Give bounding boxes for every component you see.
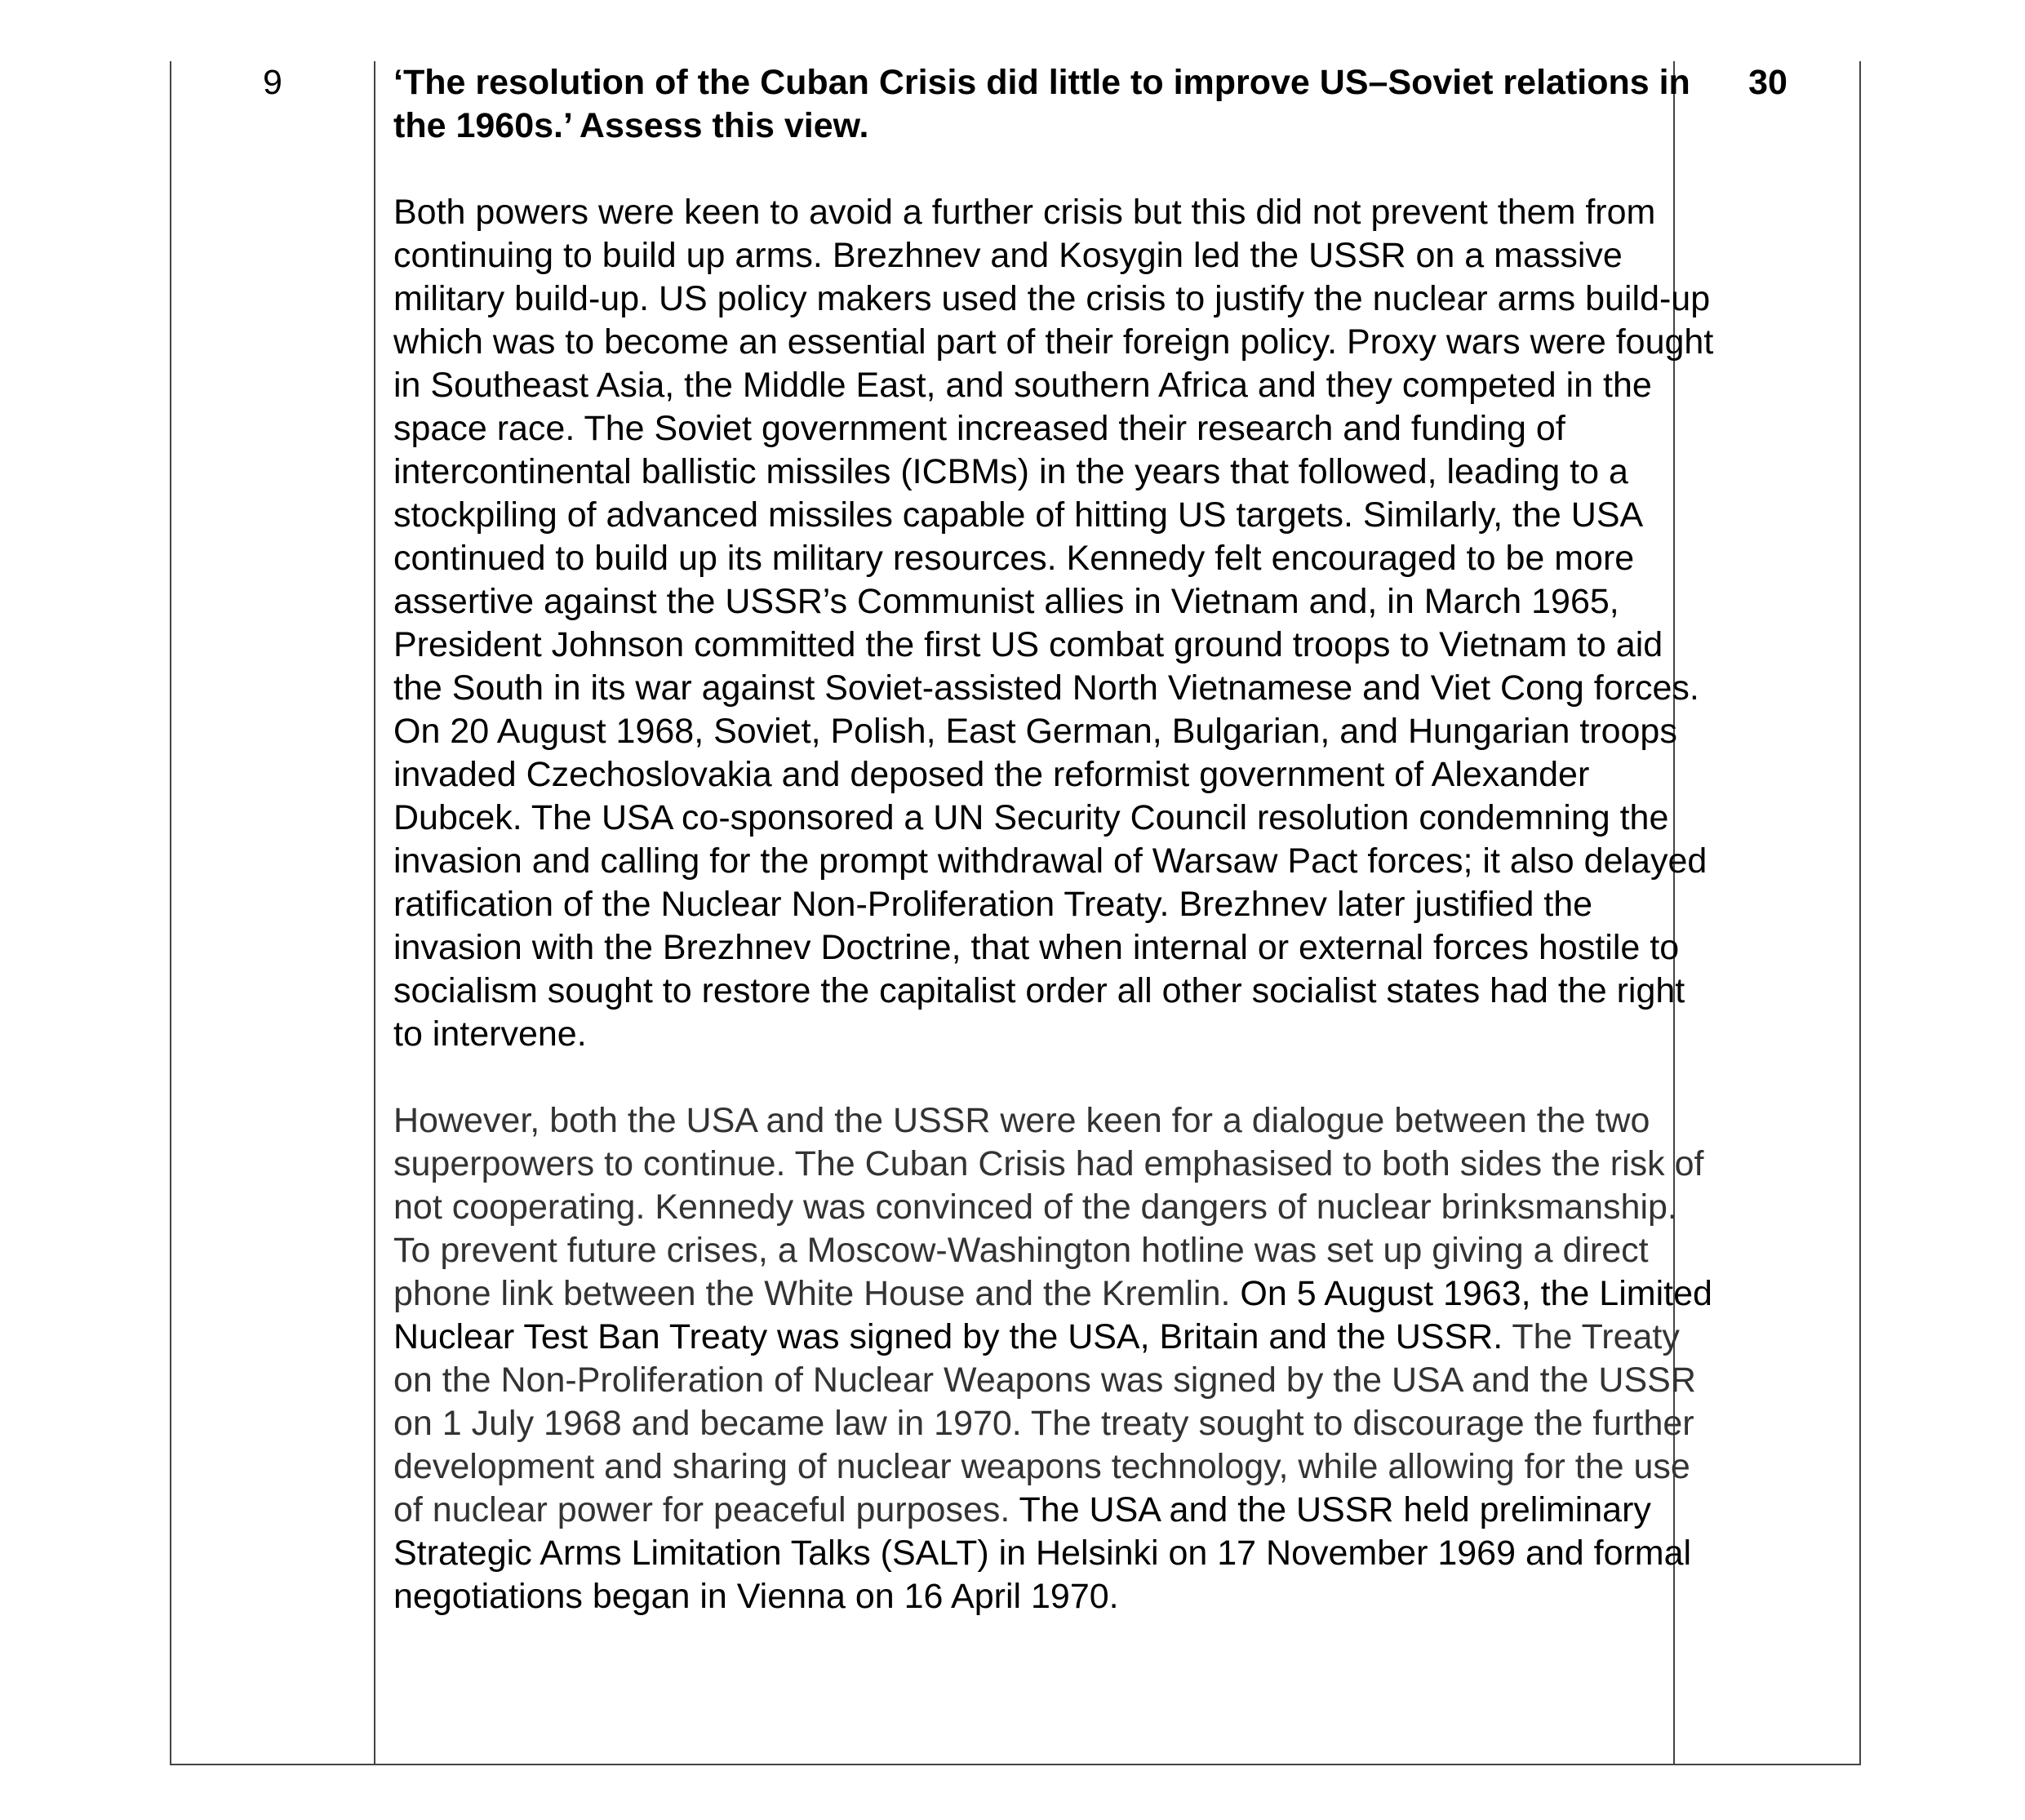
paragraph-2-part-c: The Treaty on the Non-Proliferation of Nuclear Weapons was signed by the USA and the USSR on 1 July 1968 and became law in 1970. The treaty sought to discourage the further development and sharing of nuclear weapons technology, while allowing for the use of nuclear power for peaceful purposes. (393, 1317, 1696, 1529)
mark-scheme-table (170, 61, 1861, 1765)
question-number: 9 (263, 63, 282, 102)
marks-value: 30 (1748, 63, 1787, 102)
paragraph-2-part-b: On 5 August 1963, the Limited Nuclear Test Ban Treaty was signed by the USA, Britain and the USSR. (393, 1274, 1712, 1356)
answer-content (393, 61, 1716, 1618)
paragraph-2-part-d: The USA and the USSR held preliminary Strategic Arms Limitation Talks (SALT) in Helsinki on 17 November 1969 and formal negotiations began in Vienna on 16 April 1970. (393, 1490, 1692, 1616)
answer-paragraph-1: Both powers were keen to avoid a further crisis but this did not prevent them from continuing to build up arms. Brezhnev and Kosygin led the USSR on a massive military build-up. US policy makers used the crisis to justify the nuclear arms build-up which was to become an essential part of their foreign policy. Proxy wars were fought in Southeast Asia, the Middle East, and southern Africa and they competed in the space race. The Soviet government increased their research and funding of intercontinental ballistic missiles (ICBMs) in the years that followed, leading to a stockpiling of advanced missiles capable of hitting US targets. Similarly, the USA continued to build up its military resources. Kennedy felt encouraged to be more assertive against the USSR’s Communist allies in Vietnam and, in March 1965, President Johnson committed the first US combat ground troops to Vietnam to aid the South in its war against Soviet-assisted North Vietnamese and Viet Cong forces. On 20 August 1968, Soviet, Polish, East German, Bulgarian, and Hungarian troops invaded Czechoslovakia and deposed the reformist government of Alexander Dubcek. The USA co-sponsored a UN Security Council resolution condemning the invasion and calling for the prompt withdrawal of Warsaw Pact forces; it also delayed ratification of the Nuclear Non-Proliferation Treaty. Brezhnev later justified the invasion with the Brezhnev Doctrine, that when internal or external forces hostile to socialism sought to restore the capitalist order all other socialist states had the right to intervene. (393, 193, 1714, 1054)
question-text: ‘The resolution of the Cuban Crisis did little to improve US–Soviet relations in the 1960s.’ Assess this view. (393, 63, 1690, 145)
column-divider-left (374, 61, 375, 1764)
answer-paragraph-2 (393, 1099, 1716, 1618)
paragraph-2-part-a: However, both the USA and the USSR were keen for a dialogue between the two superpowers to continue. The Cuban Crisis had emphasised to both sides the risk of not cooperating. Kennedy was convinced of the dangers of nuclear brinksmanship. To prevent future crises, a Moscow-Washington hotline was set up giving a direct phone link between the White House and the Kremlin. (393, 1101, 1704, 1313)
